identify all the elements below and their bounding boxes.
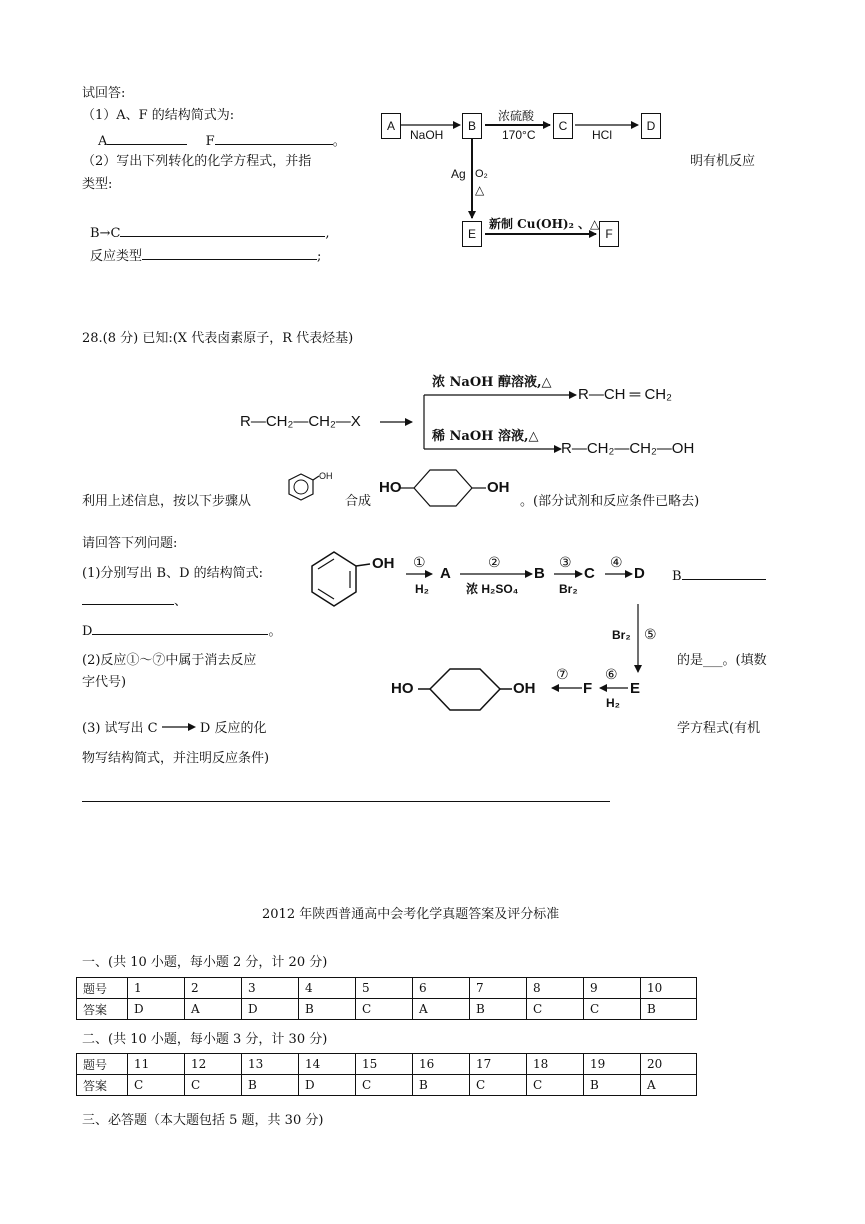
node-f: F <box>599 221 619 247</box>
table-cell: 13 <box>242 1054 299 1075</box>
table-cell: 18 <box>527 1054 584 1075</box>
node-d: D <box>641 113 661 139</box>
table-cell: 10 <box>641 978 697 999</box>
table-cell: A <box>413 999 470 1020</box>
answer-blank-b[interactable] <box>682 565 766 580</box>
table-cell: 11 <box>128 1054 185 1075</box>
q27-part1-answers <box>98 130 346 151</box>
table-cell: B <box>242 1075 299 1096</box>
node-a: A <box>381 113 401 139</box>
table-cell: C <box>356 1075 413 1096</box>
table-cell: 15 <box>356 1054 413 1075</box>
table-cell: C <box>527 999 584 1020</box>
label-ag: Ag <box>451 167 466 181</box>
answers-title: 2012 年陕西普通高中会考化学真题答案及评分标准 <box>262 907 560 922</box>
node-b: B <box>462 113 482 139</box>
label-hcl: HCl <box>592 128 612 142</box>
label-b: B <box>672 569 682 584</box>
answer-table-2 <box>76 1053 697 1096</box>
answer-blank-a[interactable] <box>107 130 187 145</box>
q27-bc-line <box>90 222 330 243</box>
row-header-answer: 答案 <box>77 999 128 1020</box>
answer-blank-f[interactable] <box>215 130 333 145</box>
q28-sub1-d <box>82 620 281 641</box>
table-cell: 3 <box>242 978 299 999</box>
lower-condition: 稀 NaOH 溶液,△ <box>432 429 539 444</box>
label-o2: O₂ <box>475 168 488 180</box>
cyclohexane-ring-small-icon <box>398 466 488 512</box>
table-cell: 12 <box>185 1054 242 1075</box>
table-cell: B <box>584 1075 641 1096</box>
upper-product: R—CH ═ CH₂ <box>578 386 672 403</box>
synthesis-text-2: 合成 <box>345 494 372 509</box>
comma: , <box>325 226 330 241</box>
q28-ask: 请回答下列问题: <box>82 536 178 551</box>
row-header-number: 题号 <box>77 1054 128 1075</box>
synthesis-text-1: 利用上述信息，按以下步骤从 <box>82 494 252 509</box>
table-cell: C <box>470 1075 527 1096</box>
answer-line-long[interactable] <box>82 801 610 802</box>
q28-sub2-cont: 字代号) <box>82 675 127 690</box>
q27-part2: （2）写出下列转化的化学方程式，并指 <box>82 154 312 169</box>
scheme-reactant: R—CH₂—CH₂—X <box>240 413 361 430</box>
reaction-type-label: 反应类型 <box>90 249 143 264</box>
label-170c: 170°C <box>502 128 536 142</box>
step1-number: ① <box>413 554 426 570</box>
route-d: D <box>634 565 645 582</box>
table-cell: B <box>470 999 527 1020</box>
step3-number: ③ <box>559 554 572 570</box>
synthesis-text-3: 。(部分试剂和反应条件已略去) <box>520 494 700 509</box>
table-cell: 14 <box>299 1054 356 1075</box>
label-d: D <box>82 624 93 639</box>
q27-part2-cont: 类型: <box>82 177 113 192</box>
section-1-header: 一、(共 10 小题，每小题 2 分，计 20 分) <box>82 955 328 970</box>
oh-label-small: OH <box>487 479 510 496</box>
answer-blank-reaction-type[interactable] <box>142 245 317 260</box>
step4-number: ④ <box>610 554 623 570</box>
table-cell: C <box>527 1075 584 1096</box>
table-cell: C <box>128 1075 185 1096</box>
q27-prompt: 试回答: <box>82 86 126 101</box>
table-cell: C <box>584 999 641 1020</box>
table-cell: D <box>299 1075 356 1096</box>
separator: 、 <box>174 594 188 609</box>
route-b: B <box>534 565 545 582</box>
step5-reagent: Br₂ <box>612 628 631 642</box>
q27-part1: （1）A、F 的结构简式为: <box>82 108 235 123</box>
bc-label: B→C <box>90 226 121 241</box>
q28-header: 28.(8 分) 已知:(X 代表卤素原子，R 代表烃基) <box>82 331 354 346</box>
route-e: E <box>630 680 641 697</box>
sub3-text-b: D 反应的化 <box>199 721 267 736</box>
table-cell: 19 <box>584 1054 641 1075</box>
table-cell: B <box>641 999 697 1020</box>
heat-icon: △ <box>475 183 485 197</box>
section-3-header: 三、必答题（本大题包括 5 题，共 30 分) <box>82 1113 324 1128</box>
route-oh: OH <box>372 555 395 572</box>
table-row <box>77 1054 697 1075</box>
step2-reagent: 浓 H₂SO₄ <box>466 582 519 596</box>
table-row <box>77 999 697 1020</box>
table-cell: D <box>128 999 185 1020</box>
q28-sub1: (1)分别写出 B、D 的结构简式: <box>82 566 264 581</box>
phenol-ring <box>312 552 356 606</box>
step5-number: ⑤ <box>644 626 657 642</box>
table-cell: A <box>641 1075 697 1096</box>
route-f: F <box>583 680 593 697</box>
table-cell: D <box>242 999 299 1020</box>
row-header-number: 题号 <box>77 978 128 999</box>
answer-blank-bc[interactable] <box>120 222 325 237</box>
period: 。 <box>268 624 282 639</box>
answer-blank-b-cont[interactable] <box>82 590 174 605</box>
route-a: A <box>440 565 451 582</box>
q28-sub1-b-cont <box>82 590 187 611</box>
phenol-small-icon <box>275 471 333 518</box>
table-cell: 9 <box>584 978 641 999</box>
table-row <box>77 1075 697 1096</box>
row-header-answer: 答案 <box>77 1075 128 1096</box>
period: 。 <box>332 134 346 149</box>
section-2-header: 二、(共 10 小题，每小题 3 分，计 30 分) <box>82 1032 328 1047</box>
q28-sub3-right: 学方程式(有机 <box>677 721 761 736</box>
step1-reagent: H₂ <box>415 582 429 596</box>
answer-table-1 <box>76 977 697 1020</box>
route-structures <box>300 540 660 740</box>
table-cell: C <box>185 1075 242 1096</box>
step2-number: ② <box>488 554 501 570</box>
semicolon: ; <box>317 249 322 264</box>
lower-product: R—CH₂—CH₂—OH <box>561 440 695 457</box>
route-oh-right: OH <box>513 680 536 697</box>
step3-reagent: Br₂ <box>559 582 578 596</box>
q28-sub3 <box>82 720 266 738</box>
q27-part2-right: 明有机反应 <box>690 154 756 169</box>
q28-sub1-b <box>672 565 766 586</box>
label-fresh-cuoh2: 新制 Cu(OH)₂ 、△ <box>489 217 600 231</box>
table-cell: B <box>299 999 356 1020</box>
cyclohexane-ring <box>430 669 500 710</box>
route-c: C <box>584 565 595 582</box>
table-cell: 7 <box>470 978 527 999</box>
step6-reagent: H₂ <box>606 696 620 710</box>
table-cell: 1 <box>128 978 185 999</box>
table-cell: B <box>413 1075 470 1096</box>
table-cell: C <box>356 999 413 1020</box>
q28-sub2: (2)反应①～⑦中属于消去反应 <box>82 653 257 668</box>
table-cell: A <box>185 999 242 1020</box>
node-c: C <box>553 113 573 139</box>
label-naoh: NaOH <box>410 128 444 142</box>
table-cell: 8 <box>527 978 584 999</box>
table-cell: 2 <box>185 978 242 999</box>
table-cell: 5 <box>356 978 413 999</box>
upper-condition: 浓 NaOH 醇溶液,△ <box>432 375 552 390</box>
label-a: A <box>98 134 108 149</box>
answer-blank-d[interactable] <box>92 620 268 635</box>
q28-sub3-cont: 物写结构简式，并注明反应条件) <box>82 751 270 766</box>
q28-sub2-right: 的是___。(填数 <box>677 653 767 668</box>
sub3-text-a: (3) 试写出 C <box>82 721 158 736</box>
node-e: E <box>462 221 482 247</box>
table-cell: 16 <box>413 1054 470 1075</box>
table-row <box>77 978 697 999</box>
step6-number: ⑥ <box>605 666 618 682</box>
table-cell: 20 <box>641 1054 697 1075</box>
svg-text:OH: OH <box>319 471 333 481</box>
table-cell: 6 <box>413 978 470 999</box>
label-conc-sulfuric: 浓硫酸 <box>498 109 535 123</box>
c-to-d-arrow-icon <box>162 722 196 732</box>
route-ho-left: HO <box>391 680 414 697</box>
label-f: F <box>205 134 215 149</box>
table-cell: 4 <box>299 978 356 999</box>
ho-label-small: HO <box>379 479 402 496</box>
table-cell: 17 <box>470 1054 527 1075</box>
step7-number: ⑦ <box>556 666 569 682</box>
q27-rtype-line <box>90 245 321 266</box>
